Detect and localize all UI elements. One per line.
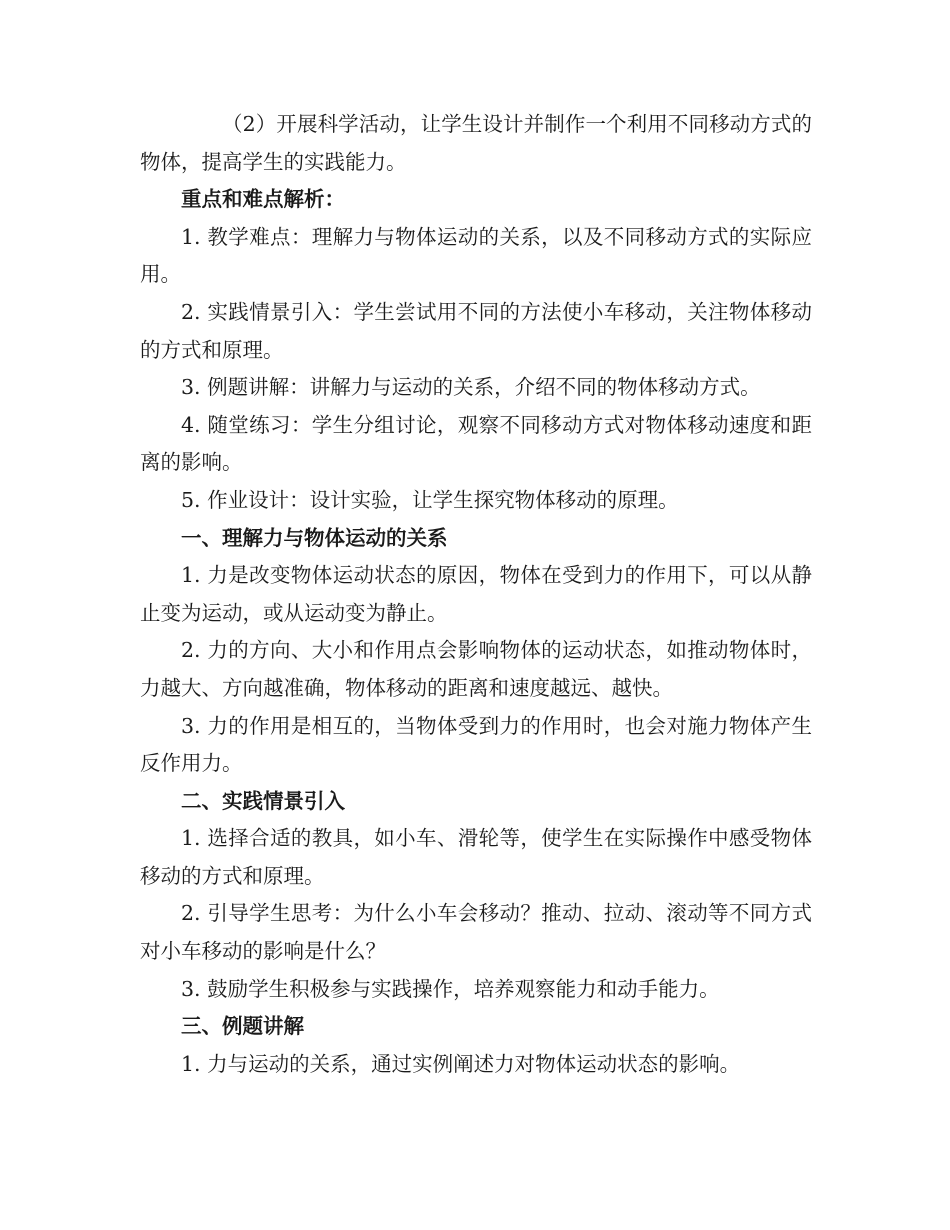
section-3-heading: 三、例题讲解: [181, 1014, 304, 1039]
section-1-item-2: 2. 力的方向、大小和作用点会影响物体的运动状态，如推动物体时，力越大、方向越准确，物体移动的距离和速度越远、越快。: [140, 638, 812, 700]
key-item-4: 4. 随堂练习：学生分组讨论，观察不同移动方式对物体移动速度和距离的影响。: [140, 412, 812, 475]
key-item-1: 1. 教学难点：理解力与物体运动的关系，以及不同移动方式的实际应用。: [140, 224, 812, 287]
key-points-heading: 重点和难点解析：: [181, 187, 345, 212]
key-item-2: 2. 实践情景引入：学生尝试用不同的方法使小车移动，关注物体移动的方式和原理。: [140, 299, 812, 362]
intro-paragraph: （2）开展科学活动，让学生设计并制作一个利用不同移动方式的物体，提高学生的实践能力。: [140, 112, 812, 174]
section-2-item-1: 1. 选择合适的教具，如小车、滑轮等，使学生在实际操作中感受物体移动的方式和原理。: [140, 826, 812, 888]
section-1-heading: 一、理解力与物体运动的关系: [181, 525, 448, 550]
section-3-item-1: 1. 力与运动的关系，通过实例阐述力对物体运动状态的影响。: [181, 1051, 741, 1076]
section-2-heading: 二、实践情景引入: [181, 788, 345, 813]
section-2-item-2: 2. 引导学生思考：为什么小车会移动？推动、拉动、滚动等不同方式对小车移动的影响是什么？: [140, 901, 812, 964]
section-1-item-1: 1. 力是改变物体运动状态的原因，物体在受到力的作用下，可以从静止变为运动，或从运动变为静止。: [140, 563, 812, 625]
section-1-item-3: 3. 力的作用是相互的，当物体受到力的作用时，也会对施力物体产生反作用力。: [140, 713, 812, 776]
section-2-item-3: 3. 鼓励学生积极参与实践操作，培养观察能力和动手能力。: [181, 976, 720, 1001]
key-item-3: 3. 例题讲解：讲解力与运动的关系，介绍不同的物体移动方式。: [181, 375, 761, 400]
document-page: [140, 106, 812, 1083]
key-item-5: 5. 作业设计：设计实验，让学生探究物体移动的原理。: [181, 487, 679, 512]
